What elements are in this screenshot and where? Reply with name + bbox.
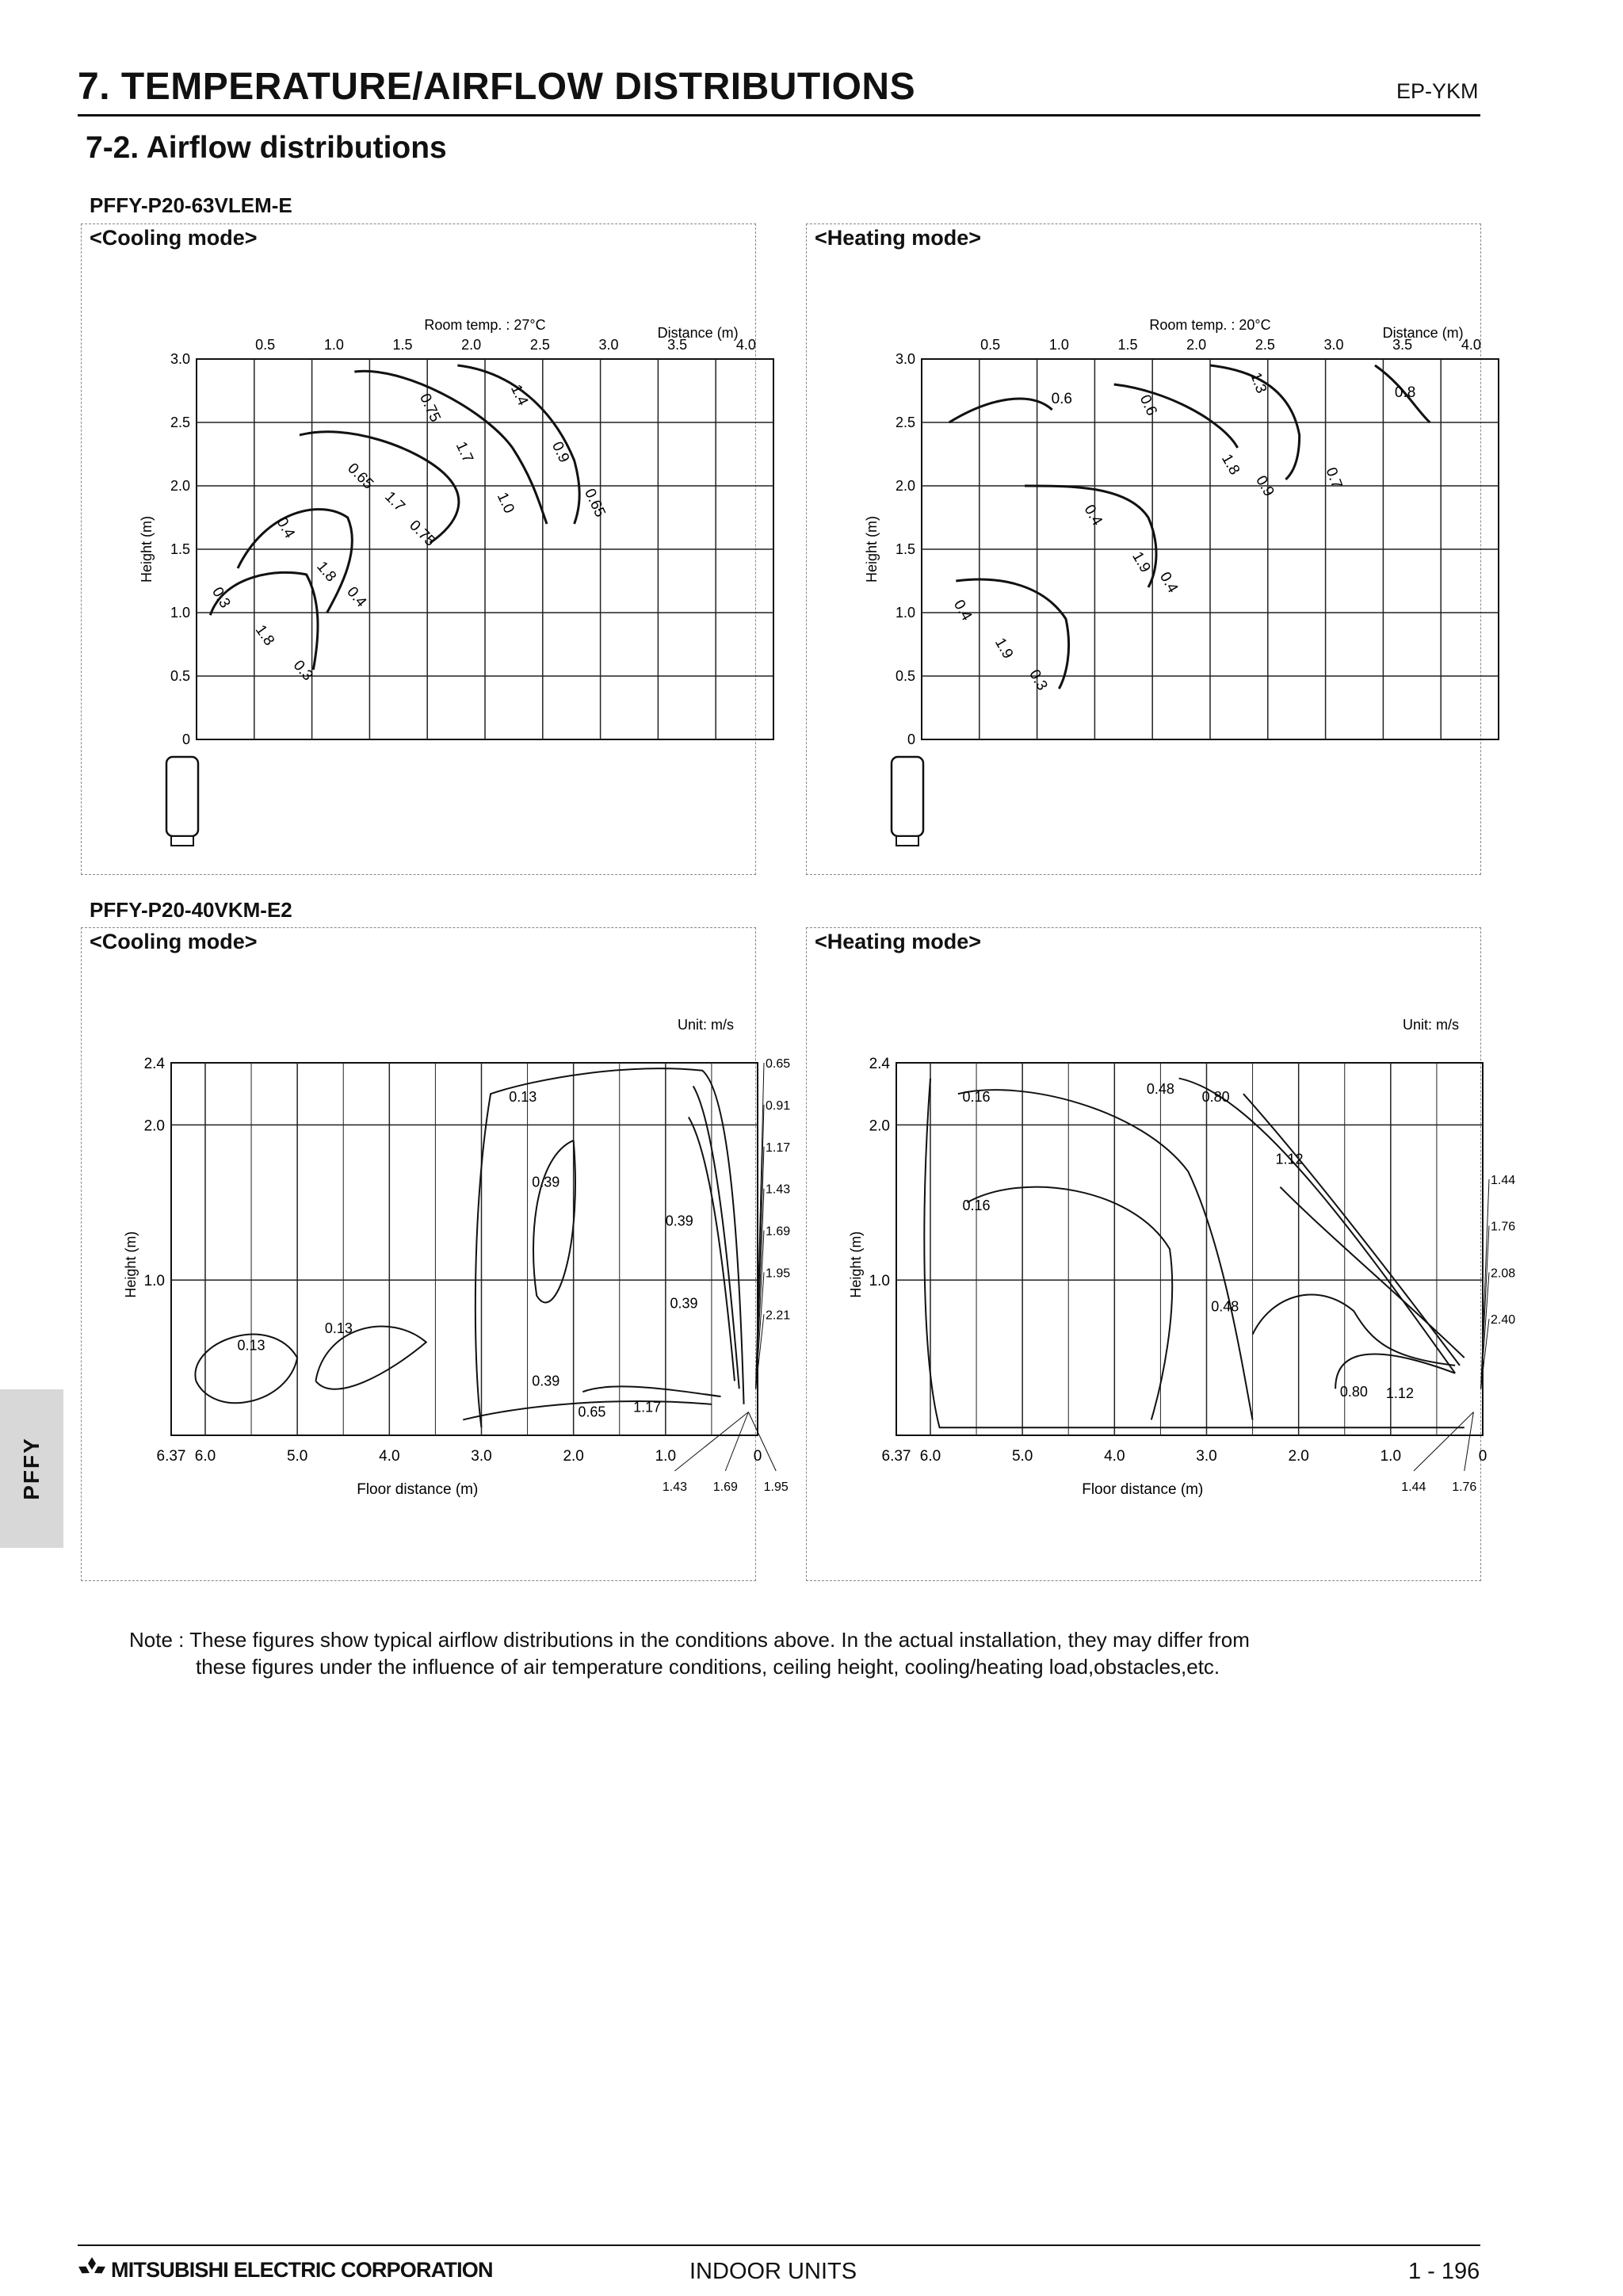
y-tick-label: 3.0 [895, 351, 915, 367]
contour-line [924, 1079, 1464, 1428]
contour-label: 0.3 [1025, 667, 1051, 693]
contour-label: 0.39 [532, 1174, 560, 1190]
y-tick-label: 1.0 [869, 1273, 890, 1290]
y-axis-label: Height (m) [123, 1231, 139, 1298]
contour-label: 0.75 [416, 391, 444, 425]
contour-label: 0.9 [1252, 472, 1277, 500]
x-tick-label: 0 [1478, 1448, 1487, 1465]
contour-label-bottom: 1.95 [763, 1480, 789, 1494]
contour-label: 0.13 [509, 1088, 537, 1105]
contour-label: 0.16 [962, 1088, 991, 1105]
y-tick-label: 2.0 [869, 1117, 890, 1135]
y-tick-label: 1.0 [143, 1273, 165, 1290]
x-tick-label: 5.0 [286, 1448, 308, 1465]
contour-line [582, 1386, 720, 1396]
y-tick-label: 3.0 [170, 351, 190, 367]
y-tick-label: 0.5 [170, 668, 190, 684]
contour-label: 0.4 [1080, 502, 1106, 529]
page-number: 1 - 196 [1408, 2259, 1480, 2284]
contour-line [475, 1068, 744, 1427]
contour-line [967, 1187, 1172, 1420]
x-tick-label: 3.0 [1196, 1448, 1217, 1465]
x-tick-label: 1.0 [323, 337, 344, 353]
contour-label: 0.39 [670, 1295, 698, 1312]
y-axis-label: Height (m) [864, 515, 880, 583]
x-tick-label: 3.5 [1392, 337, 1413, 353]
contour-label: 1.8 [251, 622, 278, 649]
contour-label: 0.3 [208, 584, 234, 611]
x-tick-label: 6.37 [881, 1448, 911, 1465]
x-tick-label: 1.5 [1117, 337, 1138, 353]
contour-label-bottom: 1.43 [662, 1480, 688, 1494]
footer-category: INDOOR UNITS [689, 2259, 857, 2284]
contour-label: 1.9 [991, 635, 1017, 662]
x-tick-label: 3.0 [471, 1448, 492, 1465]
y-tick-label: 0 [907, 732, 915, 747]
contour-label: 0.8 [1394, 384, 1416, 401]
mode-label-heating: <Heating mode> [815, 226, 982, 250]
panel-vkm-cooling [81, 927, 791, 1581]
x-tick-label: 4.0 [735, 337, 756, 353]
contour-label: 0.65 [344, 460, 377, 493]
x-tick-label: 4.0 [1461, 337, 1481, 353]
contour-label: 1.17 [633, 1399, 662, 1415]
x-tick-label: 0.5 [255, 337, 276, 353]
y-tick-label: 0 [181, 732, 190, 747]
x-tick-label: 4.0 [379, 1448, 400, 1465]
contour-label: 1.3 [1247, 370, 1270, 396]
chart-vlem-cooling [82, 224, 757, 876]
contour-label-right: 0.65 [766, 1057, 791, 1071]
y-tick-label: 2.5 [170, 415, 190, 430]
contour-label: 1.12 [1385, 1385, 1414, 1401]
chart-title: Room temp. : 20°C [1149, 317, 1271, 333]
model-name-vkm: PFFY-P20-40VKM-E2 [90, 898, 292, 922]
x-tick-label: 2.0 [461, 337, 482, 353]
company-logo [78, 2257, 493, 2283]
x-tick-label: 2.0 [563, 1448, 584, 1465]
contour-label: 0.48 [1211, 1298, 1239, 1315]
chart-vkm-cooling [82, 928, 791, 1582]
contour-label: 1.9 [1128, 548, 1154, 576]
contour-label: 0.80 [1201, 1088, 1230, 1105]
leader-line [748, 1412, 776, 1471]
y-tick-label: 0.5 [895, 668, 915, 684]
plot-frame [171, 1063, 758, 1435]
x-tick-label: 2.5 [1254, 337, 1275, 353]
x-tick-label: 1.0 [1380, 1448, 1402, 1465]
contour-label: 0.4 [949, 597, 976, 624]
contour-label: 1.7 [452, 439, 476, 466]
contour-line [1025, 486, 1156, 587]
mode-label-heating: <Heating mode> [815, 930, 982, 953]
indoor-unit-icon [892, 757, 923, 836]
note-line-2: these figures under the influence of air temperature conditions, ceiling height, cooling/heating load,obstacles,etc. [196, 1655, 1220, 1679]
contour-label: 0.48 [1146, 1081, 1174, 1098]
contour-label-right: 1.95 [766, 1266, 791, 1281]
contour-label: 1.8 [1217, 451, 1243, 478]
x-tick-label: 6.0 [919, 1448, 941, 1465]
contour-label-right: 1.69 [766, 1224, 791, 1239]
model-name-vlem: PFFY-P20-63VLEM-E [90, 193, 292, 217]
leader-line [1465, 1412, 1474, 1471]
note-line-1: Note : These figures show typical airflow distributions in the conditions above. In the actual installation, they may differ from [129, 1628, 1250, 1652]
indoor-unit-base [896, 836, 918, 846]
note [129, 1626, 1476, 1680]
contour-label: 1.8 [313, 558, 340, 586]
leader-line [1414, 1412, 1474, 1471]
contour-label: 0.39 [665, 1213, 693, 1229]
y-tick-label: 1.5 [895, 541, 915, 557]
contour-line [956, 579, 1068, 689]
unit-label: Unit: m/s [1402, 1017, 1459, 1033]
contour-line [533, 1140, 575, 1303]
indoor-unit-base [171, 836, 193, 846]
contour-label-right: 0.91 [766, 1098, 791, 1113]
x-tick-label: 3.5 [667, 337, 688, 353]
y-tick-label: 1.5 [170, 541, 190, 557]
contour-label: 0.4 [273, 514, 298, 541]
y-tick-label: 1.0 [170, 605, 190, 621]
contour-label: 1.4 [507, 382, 532, 409]
contour-label-right: 1.44 [1491, 1173, 1516, 1187]
mode-label-cooling: <Cooling mode> [90, 930, 258, 953]
contour-line [300, 432, 459, 543]
x-tick-label: 4.0 [1104, 1448, 1125, 1465]
x-axis-label: Distance (m) [657, 325, 739, 341]
chart-vkm-heating [807, 928, 1516, 1582]
x-tick-label: 2.5 [529, 337, 550, 353]
x-tick-label: 0.5 [980, 337, 1001, 353]
contour-label-bottom: 1.44 [1401, 1480, 1426, 1494]
y-tick-label: 2.0 [170, 478, 190, 494]
contour-label: 0.6 [1051, 391, 1073, 407]
contour-label: 0.7 [1322, 465, 1346, 491]
x-tick-label: 0 [753, 1448, 762, 1465]
x-tick-label: 1.5 [392, 337, 413, 353]
contour-label: 0.9 [548, 439, 573, 466]
company-name: MITSUBISHI ELECTRIC CORPORATION [111, 2257, 493, 2282]
mode-label-cooling: <Cooling mode> [90, 226, 258, 250]
x-tick-label: 6.0 [194, 1448, 216, 1465]
x-tick-label: 2.0 [1288, 1448, 1309, 1465]
contour-label-right: 1.43 [766, 1182, 791, 1197]
document-code: EP-YKM [1396, 79, 1479, 103]
x-tick-label: 1.0 [655, 1448, 677, 1465]
x-axis-label: Floor distance (m) [357, 1481, 479, 1498]
page-title: 7. TEMPERATURE/AIRFLOW DISTRIBUTIONS [78, 66, 916, 108]
x-tick-label: 5.0 [1011, 1448, 1033, 1465]
contour-label: 0.4 [1155, 569, 1182, 596]
contour-line [210, 572, 318, 670]
contour-label: 0.3 [289, 657, 316, 685]
panel-vlem-cooling [81, 223, 756, 875]
contour-label-right: 1.17 [766, 1140, 791, 1155]
contour-line [238, 510, 352, 613]
x-axis-label: Floor distance (m) [1082, 1481, 1204, 1498]
indoor-unit-icon [166, 757, 198, 836]
contour-label: 1.0 [493, 490, 517, 517]
y-tick-label: 2.4 [143, 1056, 165, 1072]
contour-line [958, 1090, 1253, 1419]
contour-line [1114, 384, 1238, 448]
side-tab-label: PFFY [19, 1437, 44, 1500]
y-axis-label: Height (m) [848, 1231, 864, 1298]
x-axis-label: Distance (m) [1382, 325, 1464, 341]
contour-label: 0.6 [1136, 392, 1160, 418]
y-tick-label: 2.4 [869, 1056, 890, 1072]
footer-rule [78, 2244, 1480, 2246]
chart-vlem-heating [807, 224, 1482, 876]
three-diamonds-icon [78, 2257, 106, 2283]
contour-label-right: 2.21 [766, 1308, 791, 1323]
contour-label: 0.75 [406, 517, 439, 550]
x-tick-label: 3.0 [1323, 337, 1344, 353]
contour-label: 0.13 [237, 1337, 265, 1354]
contour-line [693, 1086, 739, 1389]
y-tick-label: 1.0 [895, 605, 915, 621]
x-tick-label: 6.37 [156, 1448, 186, 1465]
contour-label-bottom: 1.69 [712, 1480, 738, 1494]
contour-label: 0.13 [324, 1320, 353, 1336]
contour-label-right: 2.40 [1491, 1313, 1516, 1328]
y-axis-label: Height (m) [139, 515, 155, 583]
contour-label: 0.65 [581, 486, 609, 520]
contour-label-bottom: 1.76 [1452, 1480, 1477, 1494]
y-tick-label: 2.0 [895, 478, 915, 494]
contour-label: 0.80 [1339, 1384, 1368, 1400]
unit-label: Unit: m/s [677, 1017, 734, 1033]
plot-frame [896, 1063, 1483, 1435]
contour-label: 1.12 [1275, 1151, 1304, 1167]
contour-label: 0.16 [962, 1198, 991, 1214]
section-subtitle: 7-2. Airflow distributions [86, 131, 447, 165]
header-rule [78, 114, 1480, 117]
x-tick-label: 3.0 [598, 337, 619, 353]
contour-label-right: 2.08 [1491, 1266, 1516, 1281]
contour-label: 1.7 [381, 488, 408, 515]
contour-line [1179, 1079, 1456, 1373]
side-tab [0, 1389, 63, 1548]
contour-line [1243, 1094, 1460, 1366]
x-tick-label: 1.0 [1048, 337, 1069, 353]
chart-title: Room temp. : 27°C [424, 317, 546, 333]
panel-vlem-heating [806, 223, 1481, 875]
y-tick-label: 2.5 [895, 415, 915, 430]
x-tick-label: 2.0 [1186, 337, 1207, 353]
contour-label: 0.4 [343, 583, 370, 611]
y-tick-label: 2.0 [143, 1117, 165, 1135]
contour-label: 0.65 [578, 1404, 606, 1420]
panel-vkm-heating [806, 927, 1516, 1581]
contour-label: 0.39 [532, 1373, 560, 1389]
contour-label-right: 1.76 [1491, 1220, 1516, 1234]
